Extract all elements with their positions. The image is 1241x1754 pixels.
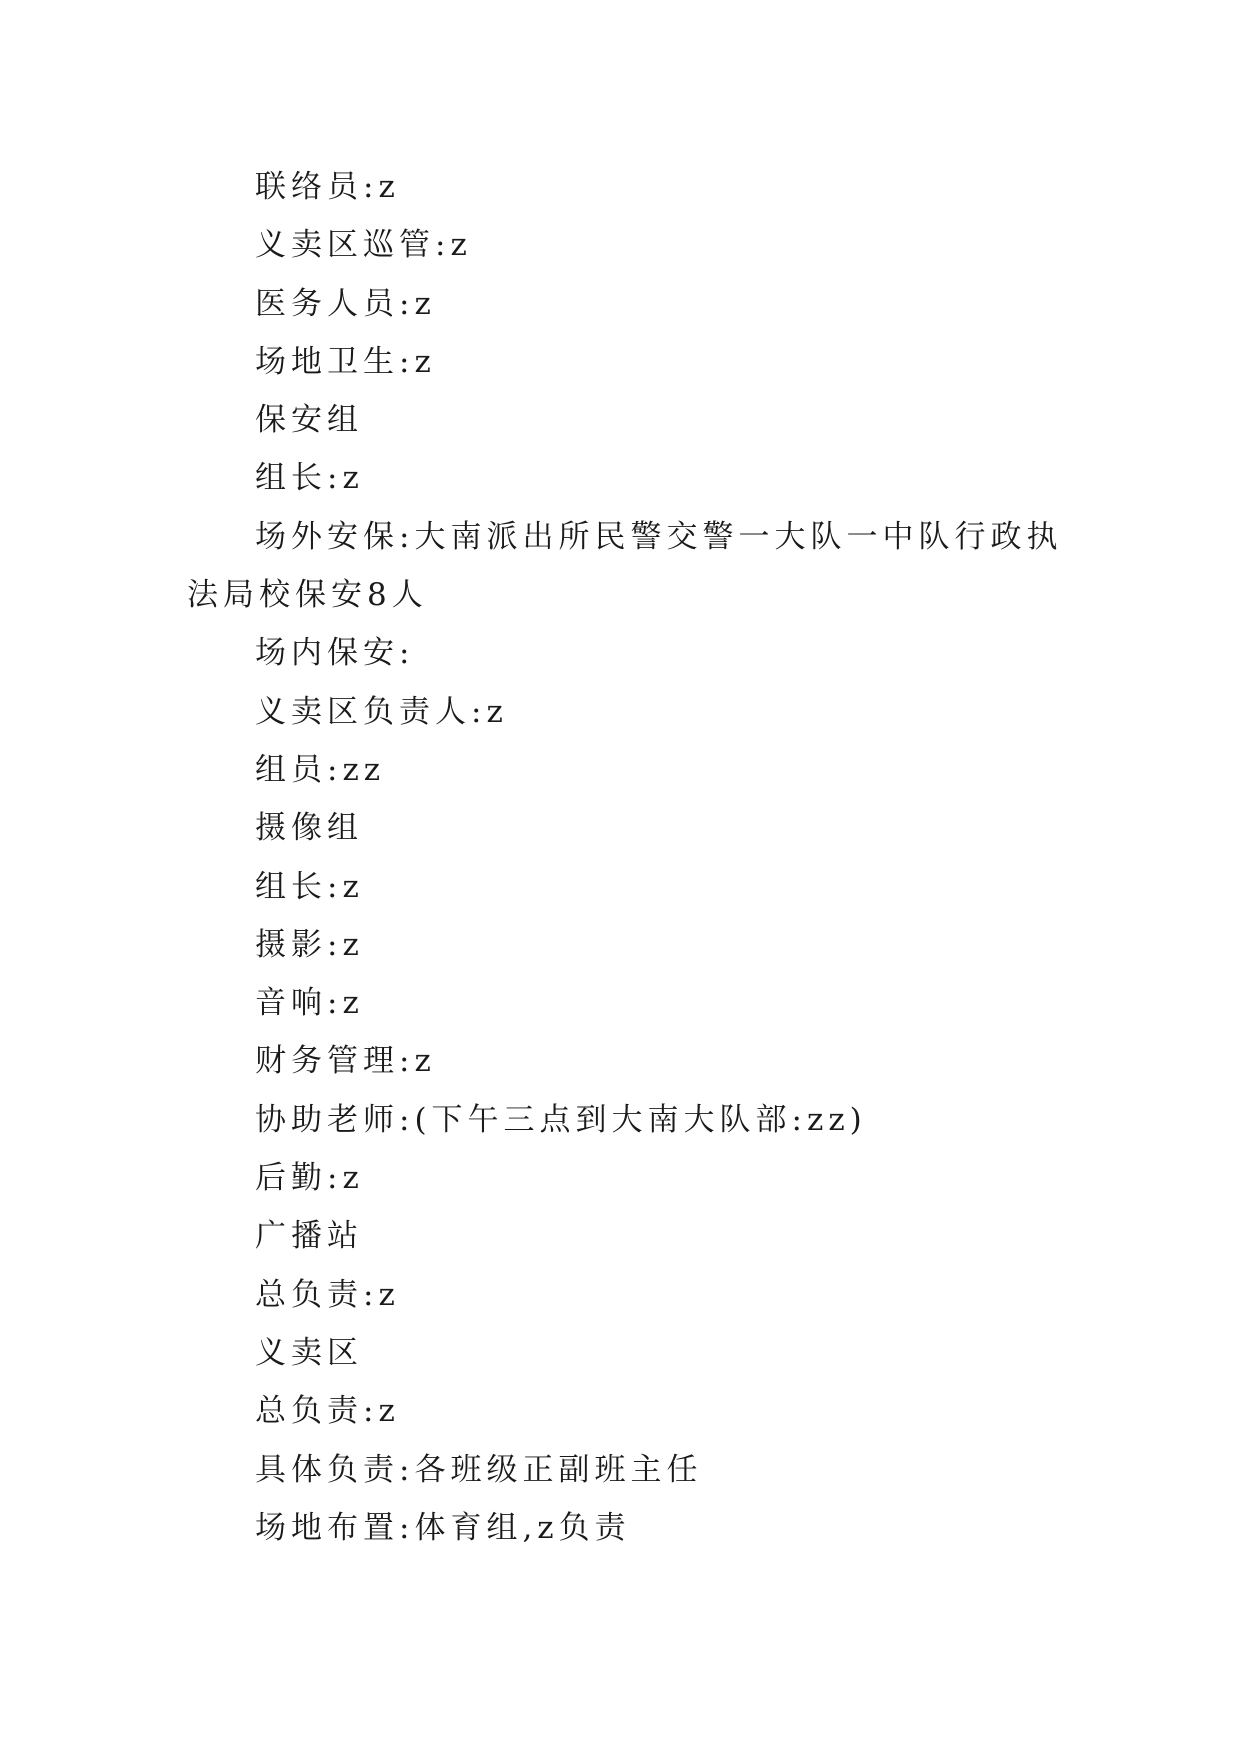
line-members: 组员:zz [255, 751, 386, 788]
line-logistics: 后勤:z [255, 1160, 364, 1197]
line-assisting-teachers: 协助老师:(下午三点到大南大队部:zz) [255, 1101, 867, 1138]
line-photography: 摄影:z [255, 926, 364, 963]
line-venue-hygiene: 场地卫生:z [255, 343, 436, 380]
line-camera-group-leader: 组长:z [255, 868, 364, 905]
line-outdoor-security: 场外安保:大南派出所民警交警一大队一中队行政执法局校保安8人 [187, 518, 1063, 614]
line-security-group-heading: 保安组 [255, 402, 363, 439]
line-finance: 财务管理:z [255, 1043, 436, 1080]
line-indoor-security: 场内保安: [255, 635, 415, 672]
line-venue-setup: 场地布置:体育组,z负责 [255, 1509, 631, 1546]
line-sale-area-general-head: 总负责:z [255, 1393, 400, 1430]
line-sale-area-patrol: 义卖区巡管:z [255, 227, 472, 264]
line-medical-staff: 医务人员:z [255, 285, 436, 322]
line-security-group-leader: 组长:z [255, 460, 364, 497]
line-broadcast-head: 总负责:z [255, 1276, 400, 1313]
line-broadcast-heading: 广播站 [255, 1218, 363, 1255]
line-sale-area-heading: 义卖区 [255, 1334, 363, 1371]
line-specific-responsibility: 具体负责:各班级正副班主任 [255, 1451, 703, 1488]
line-camera-group-heading: 摄像组 [255, 810, 363, 847]
line-liaison: 联络员:z [255, 169, 400, 205]
line-sale-area-head: 义卖区负责人:z [255, 693, 508, 730]
document-body [187, 158, 1067, 1557]
line-audio: 音响:z [255, 985, 364, 1022]
